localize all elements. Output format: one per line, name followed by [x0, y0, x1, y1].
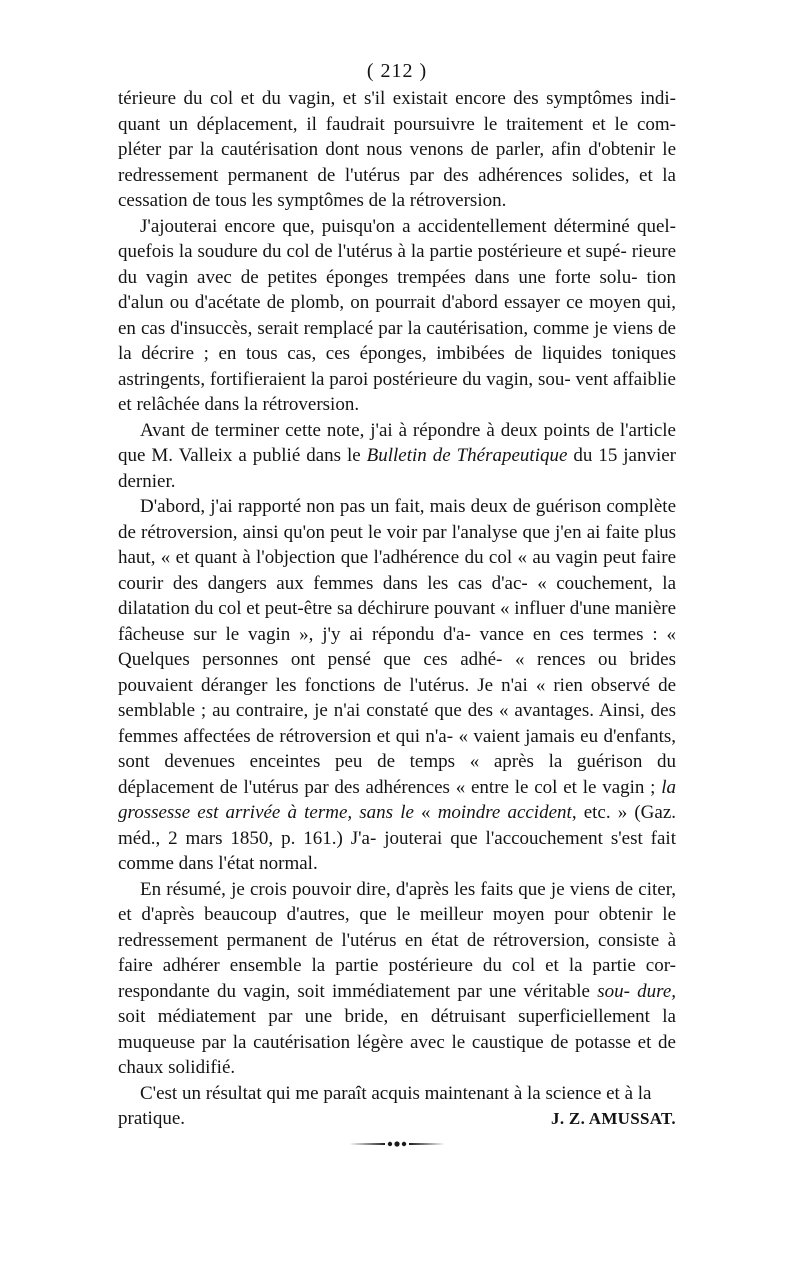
text-line: « vaient jamais eu d'enfants, sont devenues enceintes peu de temps — [118, 725, 676, 772]
text-line: C'est un résultat qui me paraît acquis maintenant à la science et à la — [140, 1082, 652, 1104]
paragraph-2 — [118, 214, 676, 418]
text-line: la muqueuse par la cautérisation légère avec le caustique de potasse — [118, 1006, 676, 1053]
text-line: quefois la soudure du col de l'utérus à la partie postérieure et supé- — [118, 241, 627, 262]
citation-text: , etc. » (Gaz. méd., 2 mars 1850, p. 161.) J'a- — [118, 802, 677, 849]
text-line: pratique. — [118, 1108, 186, 1129]
text-line: « couchement, la dilatation du col et peut-être sa déchirure pouvant — [118, 572, 676, 619]
text-line: j'en ai faite plus haut, « et quant à l'objection que l'adhérence du col — [118, 521, 676, 568]
text-line: pléter par la cautérisation dont nous venons de parler, afin d'obtenir — [118, 139, 656, 160]
quote-italic: la grossesse est arrivée à terme, sans le — [118, 776, 677, 823]
paragraph-6 — [118, 1081, 676, 1107]
quote-italic: moindre accident — [437, 802, 572, 823]
italic-word: dure, — [637, 980, 676, 1002]
italic-word: sou- — [597, 980, 630, 1002]
text-line: complète de rétroversion, ainsi qu'on peut le voir par l'analyse que — [118, 496, 677, 543]
text-line: et de chaux solidifié. — [118, 1031, 676, 1078]
paragraph-3 — [118, 418, 676, 495]
page-number: ( 212 ) — [366, 60, 428, 82]
text-line: « rences ou brides pouvaient déranger les fonctions de l'utérus. Je n'ai — [118, 649, 676, 696]
text-line: le redressement permanent de l'utérus en état de rétroversion, consiste — [118, 904, 677, 951]
text-line: quant un déplacement, il faudrait poursuivre le traitement et le com- — [118, 113, 676, 135]
text-line: « influer d'une manière fâcheuse sur le vagin », j'y ai répondu d'a- — [118, 598, 677, 645]
text-line: Avant de terminer cette note, j'ai à répondre à deux points de — [140, 419, 614, 441]
text-line: respondante du vagin, soit immédiatement par une véritable — [118, 980, 590, 1002]
text-line: je viens de la décrire ; en tous cas, ces éponges, imbibées de liquides — [118, 317, 676, 364]
text-line: rieure du vagin avec de petites éponges trempées dans une forte solu- — [118, 241, 677, 288]
text-line: à faire adhérer ensemble la partie postérieure du col et la partie cor- — [118, 929, 676, 976]
body-text — [118, 86, 676, 1132]
text-line: « avantages. Ainsi, des femmes affectées de rétroversion et qui n'a- — [118, 700, 677, 747]
paragraph-4 — [118, 494, 676, 877]
text-line: moyen qui, en cas d'insuccès, serait remplacé par la cautérisation, comme — [118, 292, 676, 339]
text-line: jouterai que l'accouchement s'est fait comme dans l'état normal. — [118, 827, 676, 874]
text-line: En résumé, je crois pouvoir dire, d'après les faits que je viens de — [140, 878, 634, 900]
text-line: « entre le col et le vagin ; — [455, 776, 656, 798]
author-signature — [551, 1106, 676, 1132]
text-line: du 15 janvier dernier. — [118, 445, 677, 492]
text-line: J'ajouterai encore que, puisqu'on a accidentellement déterminé quel- — [140, 215, 676, 237]
paragraph-1 — [118, 86, 676, 214]
signature-initials: J. Z. A — [551, 1109, 602, 1128]
text-line: soit médiatement par une bride, en détruisant superficiellement — [118, 1006, 650, 1027]
text-line: tion d'alun ou d'acétate de plomb, on pourrait d'abord essayer ce — [118, 266, 676, 313]
text-line: citer, et d'après beaucoup d'autres, que le meilleur moyen pour obtenir — [118, 878, 677, 925]
paragraph-5 — [118, 877, 676, 1081]
text-line: l'article que M. Valleix a publié dans le — [118, 419, 676, 466]
text-line: cessation de tous les symptômes de la rétroversion. — [118, 190, 507, 211]
text-line: térieure du col et du vagin, et s'il existait encore des symptômes indi- — [118, 88, 676, 109]
text-line: vent affaiblie et relâchée dans la rétroversion. — [118, 368, 676, 415]
text-line: « rien observé de semblable ; au contraire, je n'ai constaté que des — [118, 674, 676, 721]
end-ornament — [118, 1136, 676, 1152]
text-line: « au vagin peut faire courir des dangers aux femmes dans les cas d'ac- — [118, 547, 677, 594]
text-line: le redressement permanent de l'utérus par des adhérences solides, et la — [118, 139, 677, 186]
journal-title: Bulletin de Thérapeutique — [366, 445, 568, 466]
text-line: toniques astringents, fortifieraient la paroi postérieure du vagin, sou- — [118, 343, 676, 390]
text-line: « après la guérison du déplacement de l'utérus par des adhérences — [118, 751, 677, 798]
closing-line — [118, 1106, 676, 1132]
text-fragment: « — [421, 802, 438, 823]
text-line: D'abord, j'ai rapporté non pas un fait, mais deux de guérison — [140, 496, 602, 517]
signature-surname: MUSSAT. — [601, 1109, 676, 1128]
text-line: vance en ces termes : « Quelques personnes ont pensé que ces adhé- — [118, 623, 677, 670]
ornament-rule-icon — [347, 1138, 447, 1150]
